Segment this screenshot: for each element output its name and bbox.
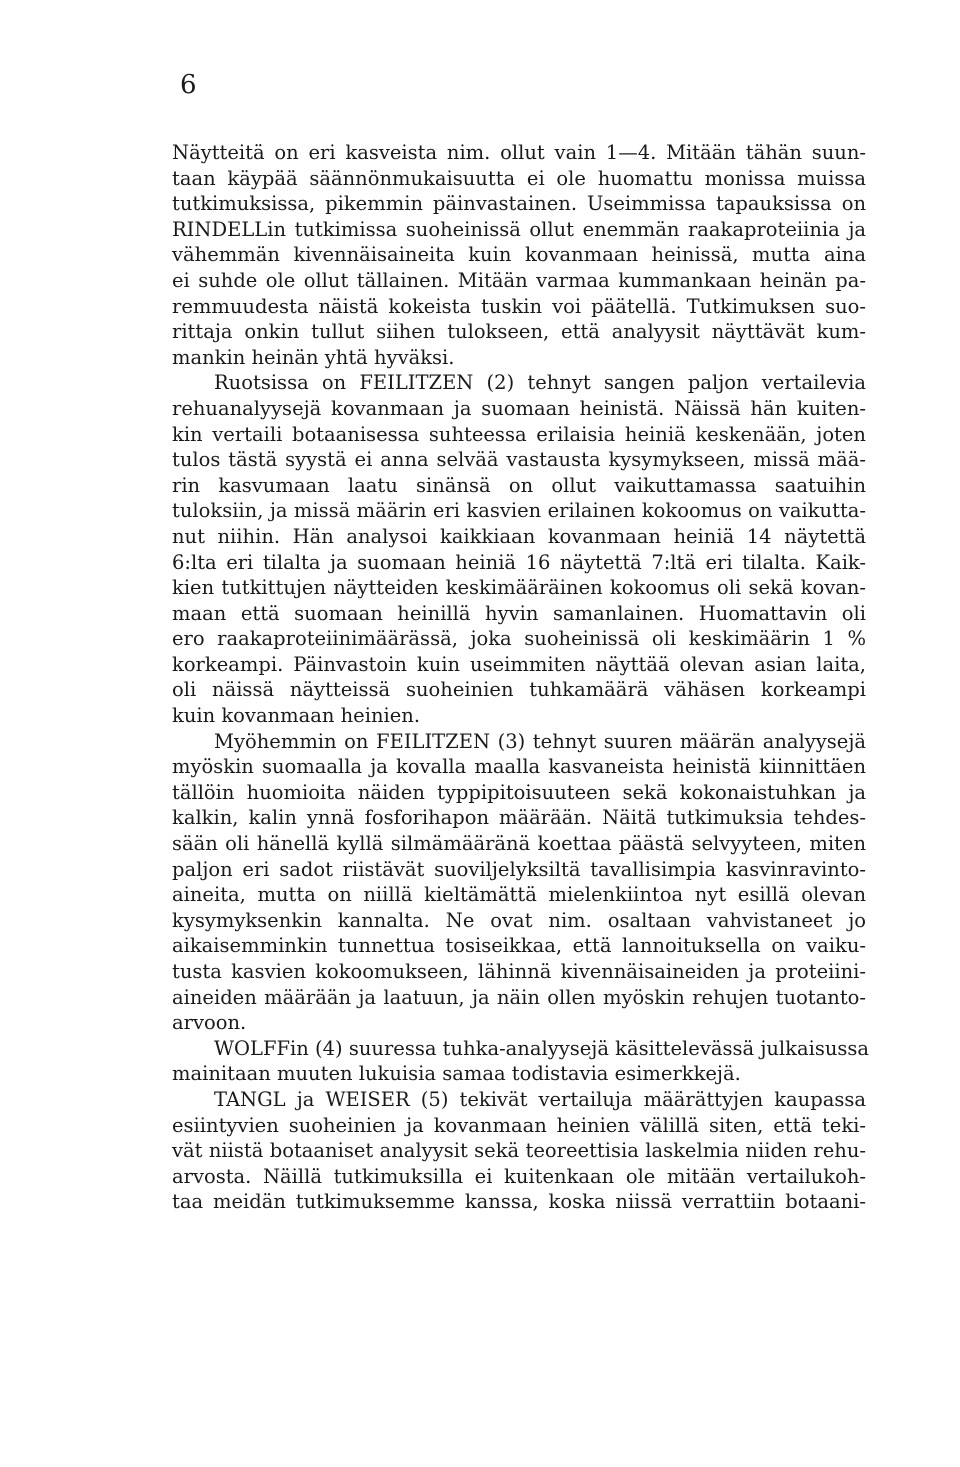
text-line: tuloksiin, ja missä määrin eri kasvien erilainen kokoomus on vaikutta- xyxy=(172,499,866,523)
text-line: oli näissä näytteissä suoheinien tuhkamäärä vähäsen korkeampi xyxy=(172,678,866,702)
text-line: taa meidän tutkimuksemme kanssa, koska niissä verrattiin botaani- xyxy=(172,1190,866,1214)
text-line: kalkin, kalin ynnä fosforihapon määrään. Näitä tutkimuksia tehdes- xyxy=(172,806,866,830)
page-number: 6 xyxy=(180,70,197,100)
text-line: kuin kovanmaan heinien. xyxy=(172,704,421,728)
text-line: aineita, mutta on niillä kieltämättä mielenkiintoa nyt esillä olevan xyxy=(172,883,866,907)
text-line: TANGL ja WEISER (5) tekivät vertailuja määrättyjen kaupassa xyxy=(214,1087,866,1111)
text-line: mankin heinän yhtä hyväksi. xyxy=(172,345,455,369)
text-line: rin kasvumaan laatu sinänsä on ollut vaikuttamassa saatuihin xyxy=(172,473,866,497)
text-line: vät niistä botaaniset analyysit sekä teoreettisia laskelmia niiden rehu- xyxy=(172,1139,866,1163)
text-line: aineiden määrään ja laatuun, ja näin ollen myöskin rehujen tuotanto- xyxy=(172,985,866,1009)
text-line: mainitaan muuten lukuisia samaa todistavia esimerkkejä. xyxy=(172,1062,741,1086)
text-line: paljon eri sadot riistävät suoviljelyksiltä tavallisimpia kasvinravinto- xyxy=(172,857,866,881)
text-line: WOLFFin (4) suuressa tuhka-analyysejä käsittelevässä julkaisussa xyxy=(214,1036,870,1060)
text-line: Myöhemmin on FEILITZEN (3) tehnyt suuren määrän analyysejä xyxy=(214,729,866,753)
text-line: kin vertaili botaanisessa suhteessa erilaisia heiniä keskenään, joten xyxy=(172,422,866,446)
text-line: remmuudesta näistä kokeista tuskin voi päätellä. Tutkimuksen suo- xyxy=(172,294,866,318)
text-line: kysymyksenkin kannalta. Ne ovat nim. osaltaan vahvistaneet jo xyxy=(172,908,866,932)
text-line: tulos tästä syystä ei anna selvää vastausta kysymykseen, missä mää- xyxy=(172,448,866,472)
text-line: maan että suomaan heinillä hyvin samanlainen. Huomattavin oli xyxy=(172,601,866,625)
text-line: tutkimuksissa, pikemmin päinvastainen. Useimmissa tapauksissa on xyxy=(172,192,866,216)
text-line: Näytteitä on eri kasveista nim. ollut vain 1—4. Mitään tähän suun- xyxy=(172,141,866,164)
text-line: tusta kasvien kokoomukseen, lähinnä kivennäisaineiden ja proteiini- xyxy=(172,960,866,983)
text-line: korkeampi. Päinvastoin kuin useimmiten näyttää olevan asian laita, xyxy=(172,652,866,676)
text-line: sään oli hänellä kyllä silmämääränä koettaa päästä selvyyteen, miten xyxy=(172,832,866,856)
text-line: myöskin suomaalla ja kovalla maalla kasvaneista heinistä kiinnittäen xyxy=(172,755,866,779)
text-line: RINDELLin tutkimissa suoheinissä ollut enemmän raakaproteiinia ja xyxy=(172,217,866,241)
text-line: taan käypää säännönmukaisuutta ei ole huomattu monissa muissa xyxy=(172,166,866,190)
text-line: kien tutkittujen näytteiden keskimääräinen kokoomus oli sekä kovan- xyxy=(172,576,866,600)
text-line: arvoon. xyxy=(172,1011,247,1035)
text-line: tällöin huomioita näiden typpipitoisuuteen sekä kokonaistuhkan ja xyxy=(172,780,866,804)
text-line: vähemmän kivennäisaineita kuin kovanmaan heinissä, mutta aina xyxy=(172,243,866,267)
text-line: aikaisemminkin tunnettua tosiseikkaa, että lannoituksella on vaiku- xyxy=(172,934,866,958)
text-line: ei suhde ole ollut tällainen. Mitään varmaa kummankaan heinän pa- xyxy=(172,268,866,292)
text-line: ero raakaproteiinimäärässä, joka suoheinissä oli keskimäärin 1 % xyxy=(172,627,866,651)
body-text xyxy=(172,140,870,1215)
text-line: rehuanalyysejä kovanmaan ja suomaan heinistä. Näissä hän kuiten- xyxy=(172,396,866,420)
text-line: arvosta. Näillä tutkimuksilla ei kuitenkaan ole mitään vertailukoh- xyxy=(172,1164,866,1188)
text-line: Ruotsissa on FEILITZEN (2) tehnyt sangen paljon vertailevia xyxy=(214,371,866,395)
text-line: rittaja onkin tullut siihen tulokseen, että analyysit näyttävät kum- xyxy=(172,320,866,344)
text-line: esiintyvien suoheinien ja kovanmaan heinien välillä siten, että teki- xyxy=(172,1113,866,1137)
text-line: nut niihin. Hän analysoi kaikkiaan kovanmaan heiniä 14 näytettä xyxy=(172,524,866,548)
text-line: 6:lta eri tilalta ja suomaan heiniä 16 näytettä 7:ltä eri tilalta. Kaik- xyxy=(172,550,866,574)
